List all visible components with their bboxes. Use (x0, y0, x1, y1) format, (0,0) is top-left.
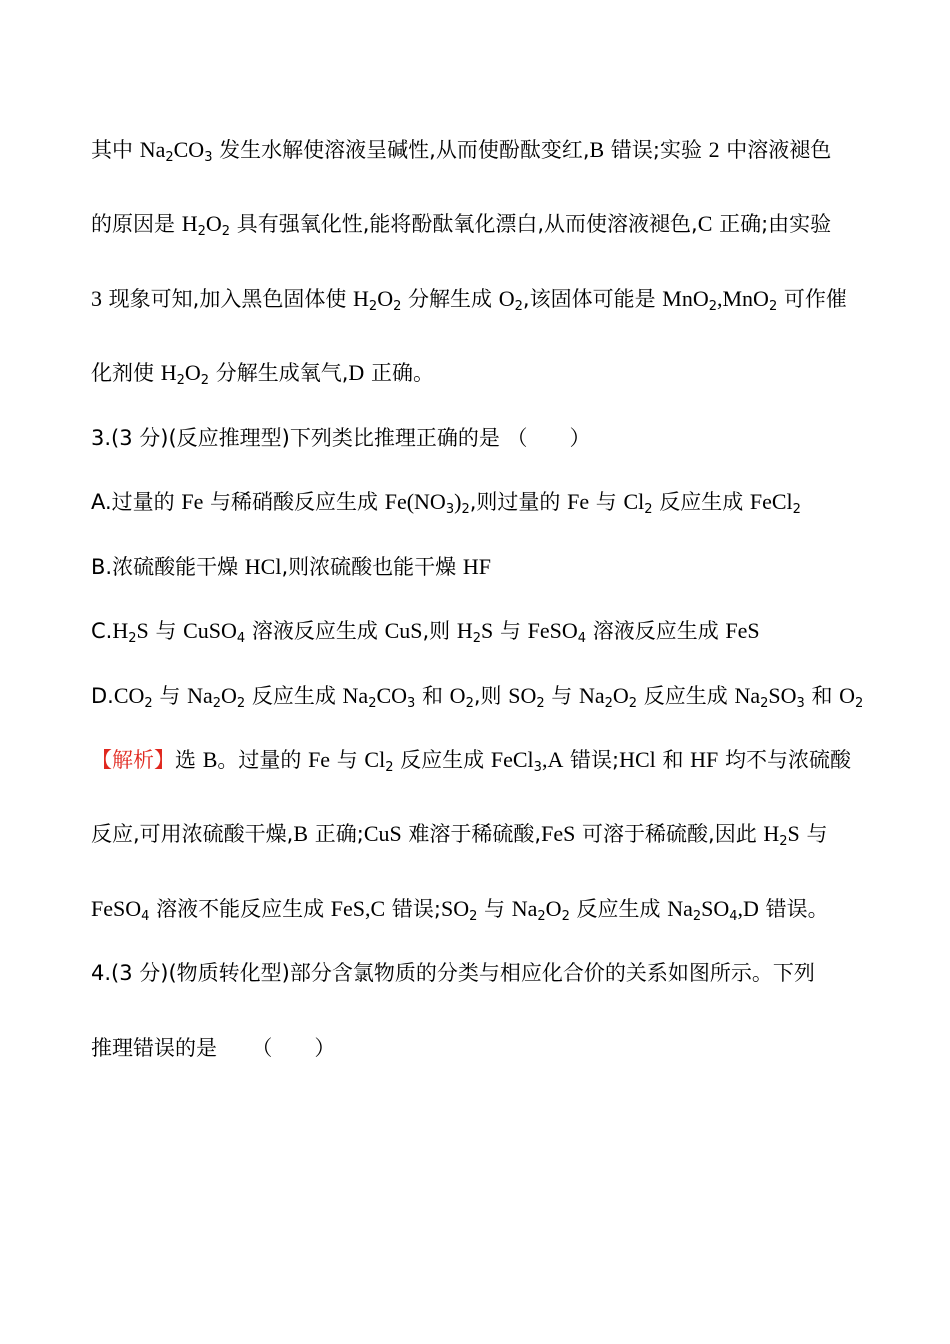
subscript: 2 (465, 696, 474, 711)
formula-text: SO (701, 896, 730, 921)
subscript: 2 (628, 696, 638, 711)
formula-text: CuS (384, 618, 423, 643)
subscript: 2 (144, 696, 153, 711)
formula-text: Na (667, 896, 693, 921)
text-segment: 反应,可用浓硫酸干燥, (91, 822, 294, 846)
formula-text: CO (113, 683, 145, 708)
text-segment: 溶液反应生成 (586, 619, 726, 643)
text-segment: ,则 (473, 684, 509, 708)
formula-text: Na (511, 896, 538, 921)
formula-text: HF (462, 554, 491, 579)
formula-text: O (205, 211, 222, 236)
text-segment: 的原因是 (91, 212, 182, 236)
subscript: 4 (141, 909, 150, 924)
formula-text: FeSO (527, 618, 578, 643)
formula-text: H (160, 360, 177, 385)
subscript: 2 (779, 834, 788, 849)
question-4-stem (91, 958, 815, 988)
text-segment: 反应生成 (569, 897, 668, 921)
text-segment: 与 (493, 619, 528, 643)
subscript: 3 (445, 502, 455, 517)
subscript: 2 (461, 502, 470, 517)
formula-text: H (353, 286, 369, 311)
text-segment: 与 (330, 748, 365, 772)
formula-text: H (181, 211, 198, 236)
formula-text: SO (508, 683, 537, 708)
formula-text: O (449, 683, 466, 708)
formula-text: H (456, 618, 473, 643)
subscript: 3 (533, 760, 542, 775)
text-segment: 均不与浓硫酸 (718, 748, 851, 772)
formula-text: O (498, 286, 515, 311)
text-segment: A.过量的 (91, 490, 182, 514)
formula-text: FeS (541, 821, 576, 846)
subscript: 4 (236, 631, 246, 646)
text-segment: 和 (804, 684, 840, 708)
subscript: 2 (165, 150, 174, 165)
text-segment: 和 (415, 684, 450, 708)
formula-text: D (743, 896, 759, 921)
subscript: 2 (537, 909, 546, 924)
text-segment: 与 (477, 897, 512, 921)
text-segment: 与稀硝酸反应生成 (203, 490, 385, 514)
text-segment: 化剂使 (91, 361, 161, 385)
text-segment: 分解生成氧气, (209, 361, 349, 385)
subscript: 2 (368, 696, 377, 711)
formula-text: B (293, 821, 309, 846)
text-segment: ,该固体可能是 (522, 287, 663, 311)
formula-text: Fe (181, 489, 204, 514)
subscript: 2 (221, 224, 231, 239)
text-segment: 错误; (385, 897, 441, 921)
formula-text: CuS (363, 821, 402, 846)
subscript: 2 (536, 696, 545, 711)
subscript: 4 (729, 909, 738, 924)
option-c (91, 616, 760, 646)
text-line (91, 284, 847, 314)
text-segment: ,则 (422, 619, 457, 643)
text-segment: D. (91, 684, 114, 708)
formula-text: D (348, 360, 365, 385)
formula-text: Na (578, 683, 605, 708)
text-segment: 错误; (563, 748, 620, 772)
text-line (91, 819, 827, 849)
formula-text: FeSO (91, 896, 142, 921)
subscript: 2 (768, 299, 778, 314)
formula-text: C (697, 211, 713, 236)
subscript: 2 (176, 373, 185, 388)
text-segment: 。过量的 (217, 748, 309, 772)
formula-text: HF (690, 747, 719, 772)
formula-text: FeS (330, 896, 366, 921)
formula-text: Na (187, 683, 213, 708)
subscript: 2 (393, 299, 402, 314)
text-segment: 正确; (308, 822, 364, 846)
formula-text: 2 (708, 137, 720, 162)
text-segment: 与 (544, 684, 579, 708)
formula-text: Fe(NO (384, 489, 446, 514)
subscript: 2 (855, 696, 864, 711)
option-b (91, 552, 491, 582)
subscript: 3 (796, 696, 805, 711)
text-segment: 错误。 (758, 897, 829, 921)
text-segment: 推理错误的是 （ ） (91, 1036, 336, 1060)
subscript: 2 (212, 696, 221, 711)
formula-text: S (787, 821, 800, 846)
formula-text: O (839, 683, 856, 708)
formula-text: FeS (725, 618, 760, 643)
subscript: 2 (692, 909, 702, 924)
option-a (91, 487, 801, 517)
text-segment: 分解生成 (401, 287, 499, 311)
text-segment: 可作催 (777, 287, 847, 311)
text-line (91, 135, 831, 165)
formula-text: O (221, 683, 237, 708)
formula-text: CO (376, 683, 408, 708)
text-segment: 具有强氧化性,能将酚酞氧化漂白,从而使溶液褪色, (230, 212, 698, 236)
formula-text: Fe (308, 747, 331, 772)
text-segment: C. (91, 619, 113, 643)
formula-text: Na (734, 683, 761, 708)
text-segment: 中溶液褪色 (719, 138, 832, 162)
text-segment: 与 (152, 684, 188, 708)
text-segment: 与 (799, 822, 828, 846)
text-segment: 可溶于稀硫酸,因此 (575, 822, 764, 846)
formula-text: H (763, 821, 780, 846)
subscript: 4 (577, 631, 587, 646)
formula-text: CO (173, 137, 205, 162)
text-segment: 3.(3 分)(反应推理型)下列类比推理正确的是 （ ） (91, 426, 591, 450)
subscript: 2 (760, 696, 769, 711)
formula-text: FeCl (749, 489, 793, 514)
formula-text: MnO (662, 286, 709, 311)
formula-text: , (737, 896, 744, 921)
formula-text: B (589, 137, 605, 162)
text-segment: 发生水解使溶液呈碱性,从而使酚酞变红, (212, 138, 590, 162)
text-segment: ,则浓硫酸也能干燥 (281, 555, 463, 579)
text-segment: 反应生成 (245, 684, 343, 708)
text-line (91, 358, 434, 388)
question-3-stem (91, 423, 591, 453)
subscript: 2 (128, 631, 137, 646)
text-segment: 与 (589, 490, 624, 514)
formula-text: H (112, 618, 129, 643)
analysis-label: 【解析】 (91, 748, 175, 772)
formula-text: CuSO (183, 618, 237, 643)
text-segment: 选 (175, 748, 203, 772)
text-line (91, 209, 831, 239)
subscript: 3 (407, 696, 416, 711)
text-segment: 难溶于稀硫酸, (401, 822, 542, 846)
text-segment: 与 (148, 619, 184, 643)
subscript: 2 (385, 760, 394, 775)
text-segment: 溶液反应生成 (245, 619, 385, 643)
formula-text: ) (454, 489, 462, 514)
formula-text: HCl (619, 747, 656, 772)
text-segment: 和 (655, 748, 691, 772)
text-line (91, 894, 829, 924)
formula-text: Fe (567, 489, 590, 514)
subscript: 2 (469, 909, 478, 924)
text-segment: 4.(3 分)(物质转化型)部分含氯物质的分类与相应化合价的关系如图所示。下列 (91, 961, 815, 985)
subscript: 2 (561, 909, 570, 924)
formula-text: O (184, 360, 201, 385)
formula-text: Na (342, 683, 369, 708)
subscript: 2 (197, 224, 206, 239)
formula-text: SO (768, 683, 797, 708)
text-segment: 错误;实验 (604, 138, 709, 162)
subscript: 2 (644, 502, 653, 517)
formula-text: Cl (364, 747, 386, 772)
formula-text: O (612, 683, 629, 708)
formula-text: , (541, 747, 548, 772)
formula-text: B (202, 747, 218, 772)
subscript: 2 (236, 696, 246, 711)
formula-text: O (545, 896, 562, 921)
formula-text: MnO (722, 286, 769, 311)
formula-text: Na (139, 137, 166, 162)
option-d (91, 681, 863, 711)
text-segment: 现象可知,加入黑色固体使 (102, 287, 354, 311)
formula-text: Cl (623, 489, 645, 514)
subscript: 2 (472, 631, 482, 646)
formula-text: HCl (244, 554, 282, 579)
subscript: 3 (204, 150, 213, 165)
text-segment: 溶液不能反应生成 (149, 897, 331, 921)
text-segment: 正确;由实验 (712, 212, 832, 236)
subscript: 2 (514, 299, 523, 314)
subscript: 2 (708, 299, 717, 314)
formula-text: A (547, 747, 564, 772)
formula-text: S (136, 618, 149, 643)
text-segment: 正确。 (364, 361, 434, 385)
formula-text: , (717, 286, 723, 311)
text-segment: 其中 (91, 138, 140, 162)
formula-text: , (365, 896, 371, 921)
subscript: 2 (604, 696, 613, 711)
text-segment: 反应生成 (652, 490, 750, 514)
formula-text: C (370, 896, 386, 921)
formula-text: S (481, 618, 494, 643)
subscript: 2 (792, 502, 801, 517)
subscript: 2 (368, 299, 378, 314)
analysis-line (91, 745, 851, 775)
text-segment: ,则过量的 (469, 490, 568, 514)
formula-text: SO (440, 896, 470, 921)
formula-text: FeCl (490, 747, 534, 772)
text-segment: B.浓硫酸能干燥 (91, 555, 245, 579)
subscript: 2 (200, 373, 210, 388)
text-segment: 反应生成 (393, 748, 491, 772)
text-segment: 反应生成 (637, 684, 735, 708)
formula-text: 3 (91, 286, 102, 311)
formula-text: O (377, 286, 394, 311)
text-line (91, 1033, 335, 1063)
